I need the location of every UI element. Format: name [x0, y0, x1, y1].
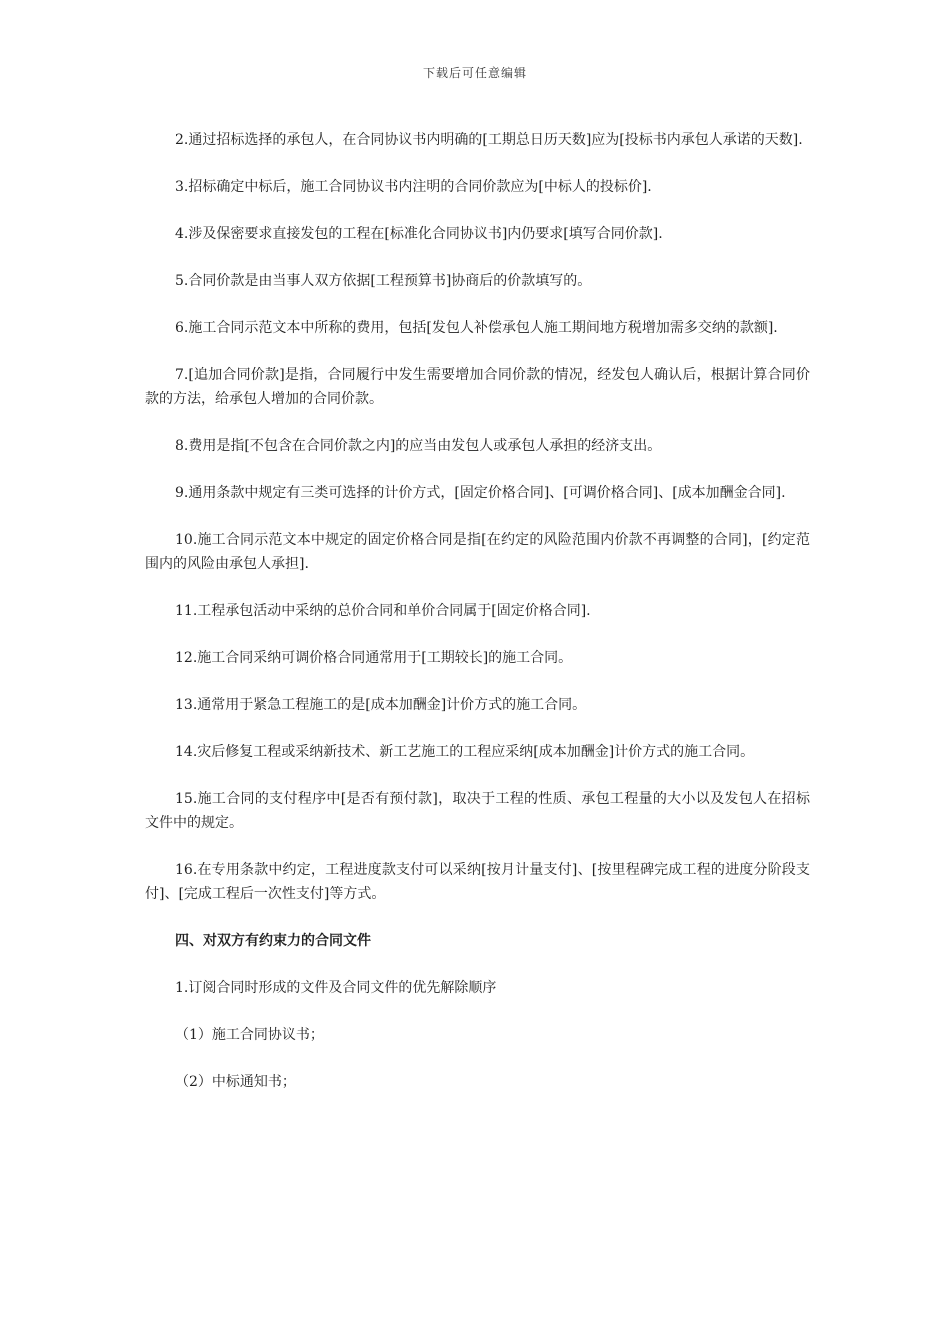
paragraph-14: 14.灾后修复工程或采纳新技术、新工艺施工的工程应采纳[成本加酬金]计价方式的施工合同。 [175, 744, 755, 760]
paragraph-5: 5.合同价款是由当事人双方依据[工程预算书]协商后的价款填写的。 [175, 273, 592, 289]
paragraph-11: 11.工程承包活动中采纳的总价合同和单价合同属于[固定价格合同]. [175, 603, 591, 619]
paragraph-6: 6.施工合同示范文本中所称的费用，包括[发包人补偿承包人施工期间地方税增加需多交纳的款额]. [175, 320, 778, 336]
paragraph-15: 15.施工合同的支付程序中[是否有预付款]，取决于工程的性质、承包工程量的大小以及发包人在招标文件中的规定。 [145, 791, 810, 831]
paragraph-9: 9.通用条款中规定有三类可选择的计价方式，[固定价格合同]、[可调价格合同]、[成本加酬金合同]. [175, 485, 786, 501]
paragraph-3: 3.招标确定中标后，施工合同协议书内注明的合同价款应为[中标人的投标价]. [175, 179, 652, 195]
list-item: （1）施工合同协议书； [175, 1027, 324, 1043]
page-header: 下载后可任意编辑 [422, 66, 527, 80]
paragraph-4: 4.涉及保密要求直接发包的工程在[标准化合同协议书]内仍要求[填写合同价款]. [175, 226, 663, 242]
paragraph-12: 12.施工合同采纳可调价格合同通常用于[工期较长]的施工合同。 [175, 650, 573, 666]
paragraph-13: 13.通常用于紧急工程施工的是[成本加酬金]计价方式的施工合同。 [175, 697, 587, 713]
paragraph-7: 7.[追加合同价款]是指，合同履行中发生需要增加合同价款的情况，经发包人确认后，根据计算合同价款的方法，给承包人增加的合同价款。 [145, 367, 810, 407]
list-item: （2）中标通知书； [175, 1074, 296, 1090]
paragraph-2: 2.通过招标选择的承包人，在合同协议书内明确的[工期总日历天数]应为[投标书内承包人承诺的天数]. [175, 132, 803, 148]
section-heading: 四、对双方有约束力的合同文件 [175, 933, 371, 949]
document-body [145, 128, 810, 1117]
paragraph-8: 8.费用是指[不包含在合同价款之内]的应当由发包人或承包人承担的经济支出。 [175, 438, 662, 454]
section-intro: 1.订阅合同时形成的文件及合同文件的优先解除顺序 [175, 980, 497, 996]
paragraph-16: 16.在专用条款中约定，工程进度款支付可以采纳[按月计量支付]、[按里程碑完成工程的进度分阶段支付]、[完成工程后一次性支付]等方式。 [145, 862, 810, 902]
paragraph-10: 10.施工合同示范文本中规定的固定价格合同是指[在约定的风险范围内价款不再调整的合同]，[约定范围内的风险由承包人承担]. [145, 532, 810, 572]
